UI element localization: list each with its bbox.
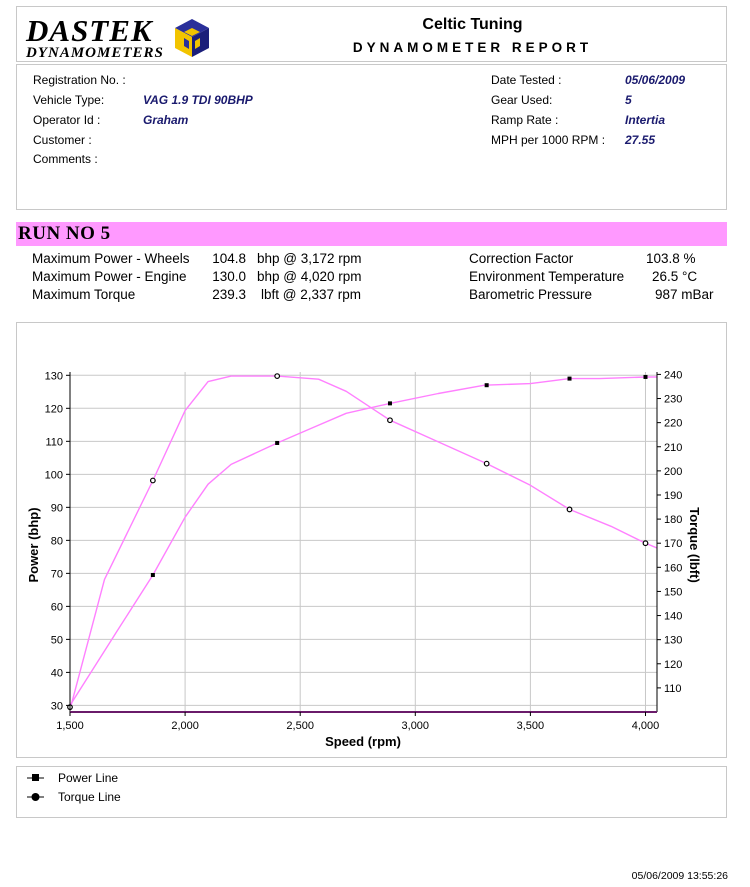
- max-torque-value: 239.3: [212, 287, 246, 302]
- torque-line-point: [151, 478, 156, 483]
- mph-label: MPH per 1000 RPM :: [491, 133, 606, 147]
- x-axis-label: Speed (rpm): [325, 734, 401, 749]
- max-power-wheels-unit: bhp @ 3,172 rpm: [257, 251, 362, 266]
- y2-tick-label: 150: [664, 586, 683, 599]
- gear-value: 5: [625, 93, 632, 107]
- logo-line1: DASTEK: [26, 13, 153, 48]
- y2-tick-label: 210: [664, 441, 683, 454]
- date-value: 05/06/2009: [625, 73, 686, 87]
- customer-label: Customer :: [33, 133, 92, 147]
- power-line-point: [151, 573, 155, 577]
- y-tick-label: 120: [44, 403, 63, 416]
- correction-value: 103.8 %: [646, 251, 696, 266]
- torque-line-series: [70, 376, 657, 709]
- x-tick-label: 2,500: [286, 720, 314, 732]
- y-tick-label: 130: [44, 370, 63, 383]
- ramp-value: Intertia: [625, 113, 666, 127]
- torque-line-point: [643, 541, 648, 546]
- vehicle-type-value: VAG 1.9 TDI 90BHP: [143, 93, 253, 107]
- y2-tick-label: 230: [664, 393, 683, 406]
- run-title: RUN NO 5: [18, 223, 111, 244]
- y-tick-label: 100: [44, 469, 63, 482]
- legend-markers: [26, 772, 48, 806]
- max-torque-label: Maximum Torque: [32, 287, 136, 302]
- x-tick-label: 3,000: [401, 720, 430, 732]
- y2-tick-label: 130: [664, 634, 683, 647]
- operator-value: Graham: [143, 113, 189, 127]
- power-line-point: [643, 375, 647, 379]
- legend-power-label: Power Line: [58, 771, 119, 785]
- y2-tick-label: 160: [664, 562, 683, 575]
- y-tick-label: 60: [50, 601, 63, 614]
- y2-tick-label: 240: [664, 369, 683, 382]
- y-axis-label: Power (bhp): [26, 507, 41, 583]
- company-name: Celtic Tuning: [422, 16, 523, 33]
- y2-tick-label: 200: [664, 465, 683, 478]
- y2-tick-label: 140: [664, 610, 683, 623]
- power-line-point: [388, 401, 392, 405]
- x-tick-label: 3,500: [516, 720, 545, 732]
- mph-value: 27.55: [625, 133, 656, 147]
- torque-line-point: [275, 374, 280, 379]
- y2-tick-label: 180: [664, 514, 683, 527]
- max-power-engine-value: 130.0: [212, 269, 246, 284]
- registration-label: Registration No. :: [33, 73, 126, 87]
- legend-box: [16, 766, 727, 818]
- ramp-label: Ramp Rate :: [491, 113, 559, 127]
- x-tick-label: 2,000: [171, 720, 199, 732]
- power-line-point: [568, 377, 572, 381]
- max-power-wheels-label: Maximum Power - Wheels: [32, 251, 190, 266]
- torque-line-point: [567, 507, 572, 512]
- env-temp-label: Environment Temperature: [469, 269, 625, 284]
- power-line-point: [275, 441, 279, 445]
- env-temp-value: 26.5 °C: [652, 269, 698, 284]
- y-tick-label: 30: [50, 700, 63, 713]
- torque-line-point: [484, 461, 489, 466]
- y2-tick-label: 170: [664, 538, 683, 551]
- vehicle-type-label: Vehicle Type:: [33, 93, 105, 107]
- y-tick-label: 50: [50, 634, 63, 647]
- power-line-series: [70, 377, 657, 705]
- y2-tick-label: 220: [664, 417, 683, 430]
- y2-tick-label: 110: [664, 682, 682, 695]
- date-label: Date Tested :: [491, 73, 562, 87]
- max-power-engine-unit: bhp @ 4,020 rpm: [257, 269, 362, 284]
- y-tick-label: 90: [50, 502, 63, 515]
- power-line-point: [485, 383, 489, 387]
- max-torque-unit: lbft @ 2,337 rpm: [261, 287, 361, 302]
- y2-tick-label: 120: [664, 658, 683, 671]
- operator-label: Operator Id :: [33, 113, 101, 127]
- max-power-engine-label: Maximum Power - Engine: [32, 269, 187, 284]
- y2-tick-label: 190: [664, 489, 683, 502]
- torque-legend-icon: [27, 793, 44, 801]
- y-tick-label: 110: [45, 436, 63, 449]
- power-legend-icon: [27, 774, 44, 781]
- legend-torque-label: Torque Line: [58, 790, 121, 804]
- baro-label: Barometric Pressure: [469, 287, 593, 302]
- x-tick-label: 4,000: [631, 720, 660, 732]
- max-power-wheels-value: 104.8: [212, 251, 246, 266]
- gear-label: Gear Used:: [491, 93, 553, 107]
- logo-line2: DYNAMOMETERS: [26, 45, 164, 61]
- torque-line-point: [388, 418, 393, 423]
- report-title: DYNAMOMETER REPORT: [352, 40, 593, 55]
- x-tick-label: 1,500: [56, 720, 84, 732]
- y-tick-label: 40: [50, 667, 63, 680]
- y-tick-label: 70: [50, 568, 63, 581]
- y-tick-label: 80: [50, 535, 63, 548]
- baro-value: 987 mBar: [655, 287, 714, 302]
- y2-axis-label: Torque (lbft): [687, 507, 702, 583]
- report-timestamp: 05/06/2009 13:55:26: [631, 870, 728, 882]
- comments-label: Comments :: [33, 152, 98, 166]
- correction-label: Correction Factor: [469, 251, 574, 266]
